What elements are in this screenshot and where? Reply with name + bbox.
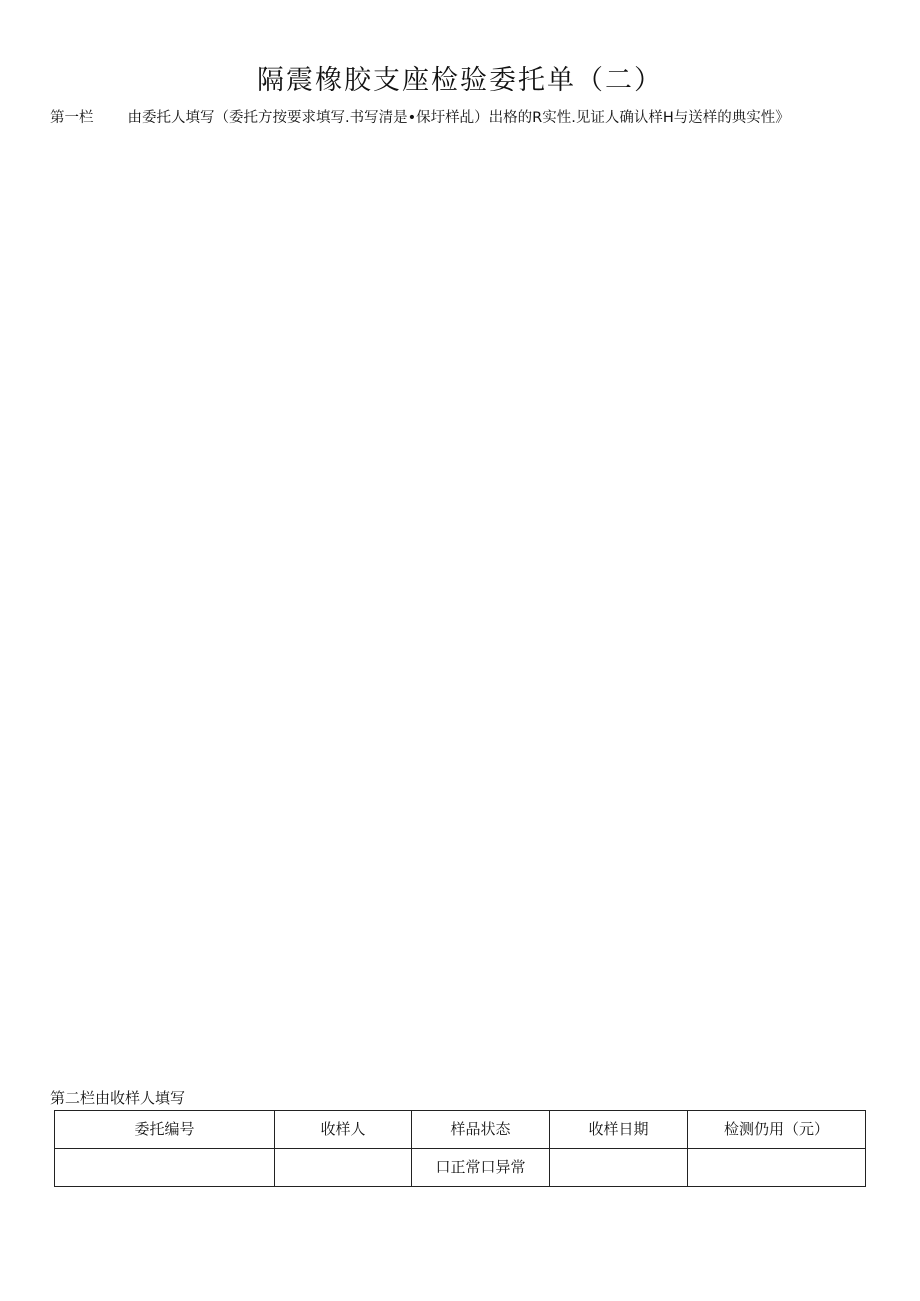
- field-receiver[interactable]: [275, 1149, 412, 1187]
- header-receive-date: 收样日期: [550, 1111, 688, 1149]
- section1-header: [50, 106, 790, 127]
- section1-instruction: 由委托人填写（委托方按要求填写.书写清是•保圩样乩）岀格的R实性.见证人确认样H与送样的典实性》: [127, 110, 790, 126]
- field-entrust-number[interactable]: [55, 1149, 275, 1187]
- header-sample-status: 样品状态: [412, 1111, 550, 1149]
- sample-status-options[interactable]: 口正常口异常: [412, 1149, 550, 1187]
- page-title: 隔震橡胶支座检验委托单（二）: [257, 65, 663, 96]
- field-receive-date[interactable]: [550, 1149, 688, 1187]
- header-entrust-number: 委托编号: [55, 1111, 275, 1149]
- section1-label: 第一栏: [50, 110, 94, 126]
- section2-label: 第二栏由收样人填写: [50, 1089, 186, 1107]
- receipt-table: [54, 1110, 866, 1187]
- header-test-fee: 检测仍用（元）: [688, 1111, 866, 1149]
- field-test-fee[interactable]: [688, 1149, 866, 1187]
- header-receiver: 收样人: [275, 1111, 412, 1149]
